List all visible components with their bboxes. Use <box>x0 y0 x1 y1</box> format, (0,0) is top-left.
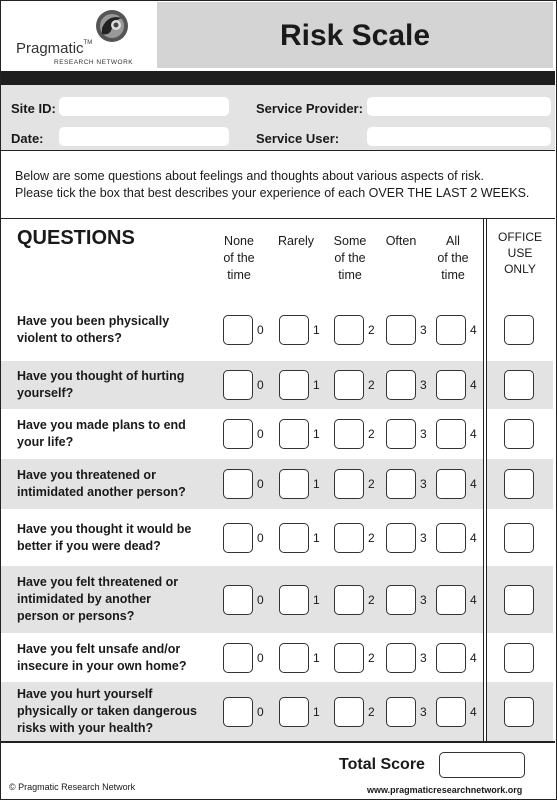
answer-checkbox[interactable] <box>223 643 253 673</box>
score-label: 4 <box>470 592 477 607</box>
question-text <box>17 574 217 625</box>
total-score-label: Total Score <box>339 756 425 773</box>
column-header-line: time <box>338 268 362 282</box>
logo-tm: TM <box>83 40 93 46</box>
score-label: 2 <box>368 378 375 392</box>
copyright: © Pragmatic Research Network <box>9 782 136 792</box>
column-header-line: of the <box>334 251 366 265</box>
answer-checkbox[interactable] <box>223 370 253 400</box>
answer-checkbox[interactable] <box>279 643 309 673</box>
question-line: Have you hurt yourself <box>17 687 153 701</box>
question-text <box>17 467 217 501</box>
score-label: 3 <box>420 592 427 607</box>
score-label: 2 <box>368 322 375 337</box>
answer-checkbox[interactable] <box>223 523 253 553</box>
answer-checkbox[interactable] <box>334 370 364 400</box>
site-id-field[interactable] <box>59 97 229 116</box>
info-fields <box>1 85 555 151</box>
question-line: Have you threatened or <box>17 468 156 482</box>
date-label: Date: <box>11 131 44 146</box>
question-line: Have you felt unsafe and/or <box>17 641 181 656</box>
instructions <box>15 168 545 202</box>
answer-checkbox[interactable] <box>279 697 309 727</box>
score-label: 4 <box>470 650 477 665</box>
score-label: 0 <box>257 650 264 665</box>
logo-swirl-icon <box>94 8 130 44</box>
answer-checkbox[interactable] <box>386 697 416 727</box>
site-id-label: Site ID: <box>11 101 56 116</box>
score-label: 0 <box>257 427 264 441</box>
score-label: 2 <box>368 477 375 491</box>
column-header-line: Rarely <box>277 234 315 248</box>
column-header-line: Often <box>385 234 417 248</box>
column-header <box>371 233 431 250</box>
service-provider-label: Service Provider: <box>256 101 363 116</box>
question-line: person or persons? <box>17 609 135 623</box>
answer-checkbox[interactable] <box>386 370 416 400</box>
logo-name: Pragmatic <box>16 40 84 57</box>
answer-checkbox[interactable] <box>334 585 364 615</box>
column-header-line: None <box>224 234 254 248</box>
question-line: Have you made plans to end <box>17 418 186 432</box>
score-label: 1 <box>313 427 320 441</box>
score-label: 4 <box>470 477 477 491</box>
score-label: 3 <box>420 378 427 392</box>
score-label: 0 <box>257 592 264 607</box>
question-text <box>17 686 217 737</box>
answer-checkbox[interactable] <box>436 370 466 400</box>
answer-checkbox[interactable] <box>386 315 416 345</box>
answer-checkbox[interactable] <box>386 523 416 553</box>
score-label: 3 <box>420 427 427 441</box>
question-text <box>17 368 217 402</box>
answer-checkbox[interactable] <box>436 469 466 499</box>
score-label: 3 <box>420 322 427 337</box>
answer-checkbox[interactable] <box>386 469 416 499</box>
score-label: 2 <box>368 427 375 441</box>
answer-checkbox[interactable] <box>279 370 309 400</box>
service-provider-field[interactable] <box>367 97 551 116</box>
answer-checkbox[interactable] <box>334 419 364 449</box>
column-header-line: of the <box>437 251 469 265</box>
total-score-field[interactable] <box>439 752 525 778</box>
column-header-line: All <box>446 234 460 248</box>
score-label: 2 <box>368 704 375 719</box>
answer-checkbox[interactable] <box>334 523 364 553</box>
score-label: 0 <box>257 322 264 337</box>
answer-checkbox[interactable] <box>436 315 466 345</box>
question-line: Have you thought it would be <box>17 521 192 536</box>
question-text <box>17 521 217 555</box>
answer-checkbox[interactable] <box>223 419 253 449</box>
office-use-line-1: OFFICE <box>498 230 542 244</box>
office-use-checkbox[interactable] <box>504 523 534 553</box>
score-label: 4 <box>470 530 477 545</box>
header-divider-bar <box>1 71 555 85</box>
answer-checkbox[interactable] <box>223 469 253 499</box>
page-title: Risk Scale <box>279 19 431 52</box>
answer-checkbox[interactable] <box>436 585 466 615</box>
answer-checkbox[interactable] <box>223 697 253 727</box>
score-label: 0 <box>257 477 264 491</box>
question-line: Have you thought of hurting <box>17 369 185 383</box>
answer-checkbox[interactable] <box>334 643 364 673</box>
office-use-checkbox[interactable] <box>504 697 534 727</box>
score-label: 3 <box>420 650 427 665</box>
score-label: 2 <box>368 592 375 607</box>
office-use-checkbox[interactable] <box>504 643 534 673</box>
header <box>1 1 555 69</box>
score-label: 3 <box>420 704 427 719</box>
service-user-field[interactable] <box>367 127 551 146</box>
answer-checkbox[interactable] <box>279 419 309 449</box>
answer-checkbox[interactable] <box>279 523 309 553</box>
answer-checkbox[interactable] <box>436 643 466 673</box>
answer-checkbox[interactable] <box>436 697 466 727</box>
score-label: 2 <box>368 530 375 545</box>
question-line: your life? <box>17 435 74 449</box>
score-label: 0 <box>257 704 264 719</box>
score-label: 1 <box>313 704 320 719</box>
column-header <box>423 233 483 284</box>
answer-checkbox[interactable] <box>223 585 253 615</box>
instructions-line-1: Below are some questions about feelings and thoughts about various aspects of risk. <box>15 169 485 183</box>
column-header <box>209 233 269 284</box>
questions-heading: QUESTIONS <box>17 227 135 249</box>
answer-checkbox[interactable] <box>386 643 416 673</box>
office-use-checkbox[interactable] <box>504 419 534 449</box>
score-label: 1 <box>313 530 320 545</box>
answer-checkbox[interactable] <box>334 315 364 345</box>
answer-checkbox[interactable] <box>279 469 309 499</box>
instructions-line-2: Please tick the box that best describes your experience of each OVER THE LAST 2 WEEKS. <box>15 186 530 200</box>
question-line: Have you felt threatened or <box>17 575 179 589</box>
answer-checkbox[interactable] <box>436 419 466 449</box>
score-label: 1 <box>313 650 320 665</box>
office-use-line-2: USE <box>507 246 533 260</box>
office-use-checkbox[interactable] <box>504 315 534 345</box>
column-header-line: of the <box>223 251 255 265</box>
answer-checkbox[interactable] <box>279 585 309 615</box>
question-line: risks with your health? <box>17 721 154 735</box>
score-label: 1 <box>313 592 320 607</box>
score-label: 0 <box>257 378 264 392</box>
score-label: 0 <box>257 530 264 545</box>
score-label: 1 <box>313 378 320 392</box>
score-label: 3 <box>420 477 427 491</box>
logo <box>2 2 156 68</box>
column-header-line: Some <box>333 234 367 248</box>
score-label: 3 <box>420 530 427 545</box>
question-line: better if you were dead? <box>17 538 161 553</box>
service-user-label: Service User: <box>256 131 340 146</box>
score-label: 4 <box>470 378 477 392</box>
question-line: insecure in your own home? <box>17 658 187 673</box>
score-label: 2 <box>368 650 375 665</box>
office-use-line-3: ONLY <box>504 262 536 276</box>
answer-checkbox[interactable] <box>334 697 364 727</box>
office-use-heading <box>487 229 553 277</box>
website-url: www.pragmaticresearchnetwork.org <box>367 785 523 795</box>
question-text <box>17 641 217 675</box>
column-header-line: time <box>227 268 251 282</box>
office-use-checkbox[interactable] <box>504 585 534 615</box>
logo-subtitle: RESEARCH NETWORK <box>54 59 134 66</box>
office-use-checkbox[interactable] <box>504 370 534 400</box>
answer-checkbox[interactable] <box>334 469 364 499</box>
question-text <box>17 417 217 451</box>
answer-checkbox[interactable] <box>223 315 253 345</box>
score-label: 4 <box>470 322 477 337</box>
score-label: 1 <box>313 477 320 491</box>
office-use-checkbox[interactable] <box>504 469 534 499</box>
question-line: yourself? <box>17 386 74 400</box>
table-bottom-line <box>1 741 555 743</box>
answer-checkbox[interactable] <box>279 315 309 345</box>
column-header <box>266 233 326 250</box>
score-label: 4 <box>470 427 477 441</box>
date-field[interactable] <box>59 127 229 146</box>
answer-checkbox[interactable] <box>386 585 416 615</box>
question-line: physically or taken dangerous <box>17 704 197 718</box>
question-line: violent to others? <box>17 330 122 345</box>
question-text <box>17 313 217 347</box>
answer-checkbox[interactable] <box>436 523 466 553</box>
score-label: 4 <box>470 704 477 719</box>
score-label: 1 <box>313 322 320 337</box>
column-header-line: time <box>441 268 465 282</box>
question-line: intimidated another person? <box>17 485 186 499</box>
question-line: intimidated by another <box>17 592 152 606</box>
question-line: Have you been physically <box>17 313 170 328</box>
answer-checkbox[interactable] <box>386 419 416 449</box>
